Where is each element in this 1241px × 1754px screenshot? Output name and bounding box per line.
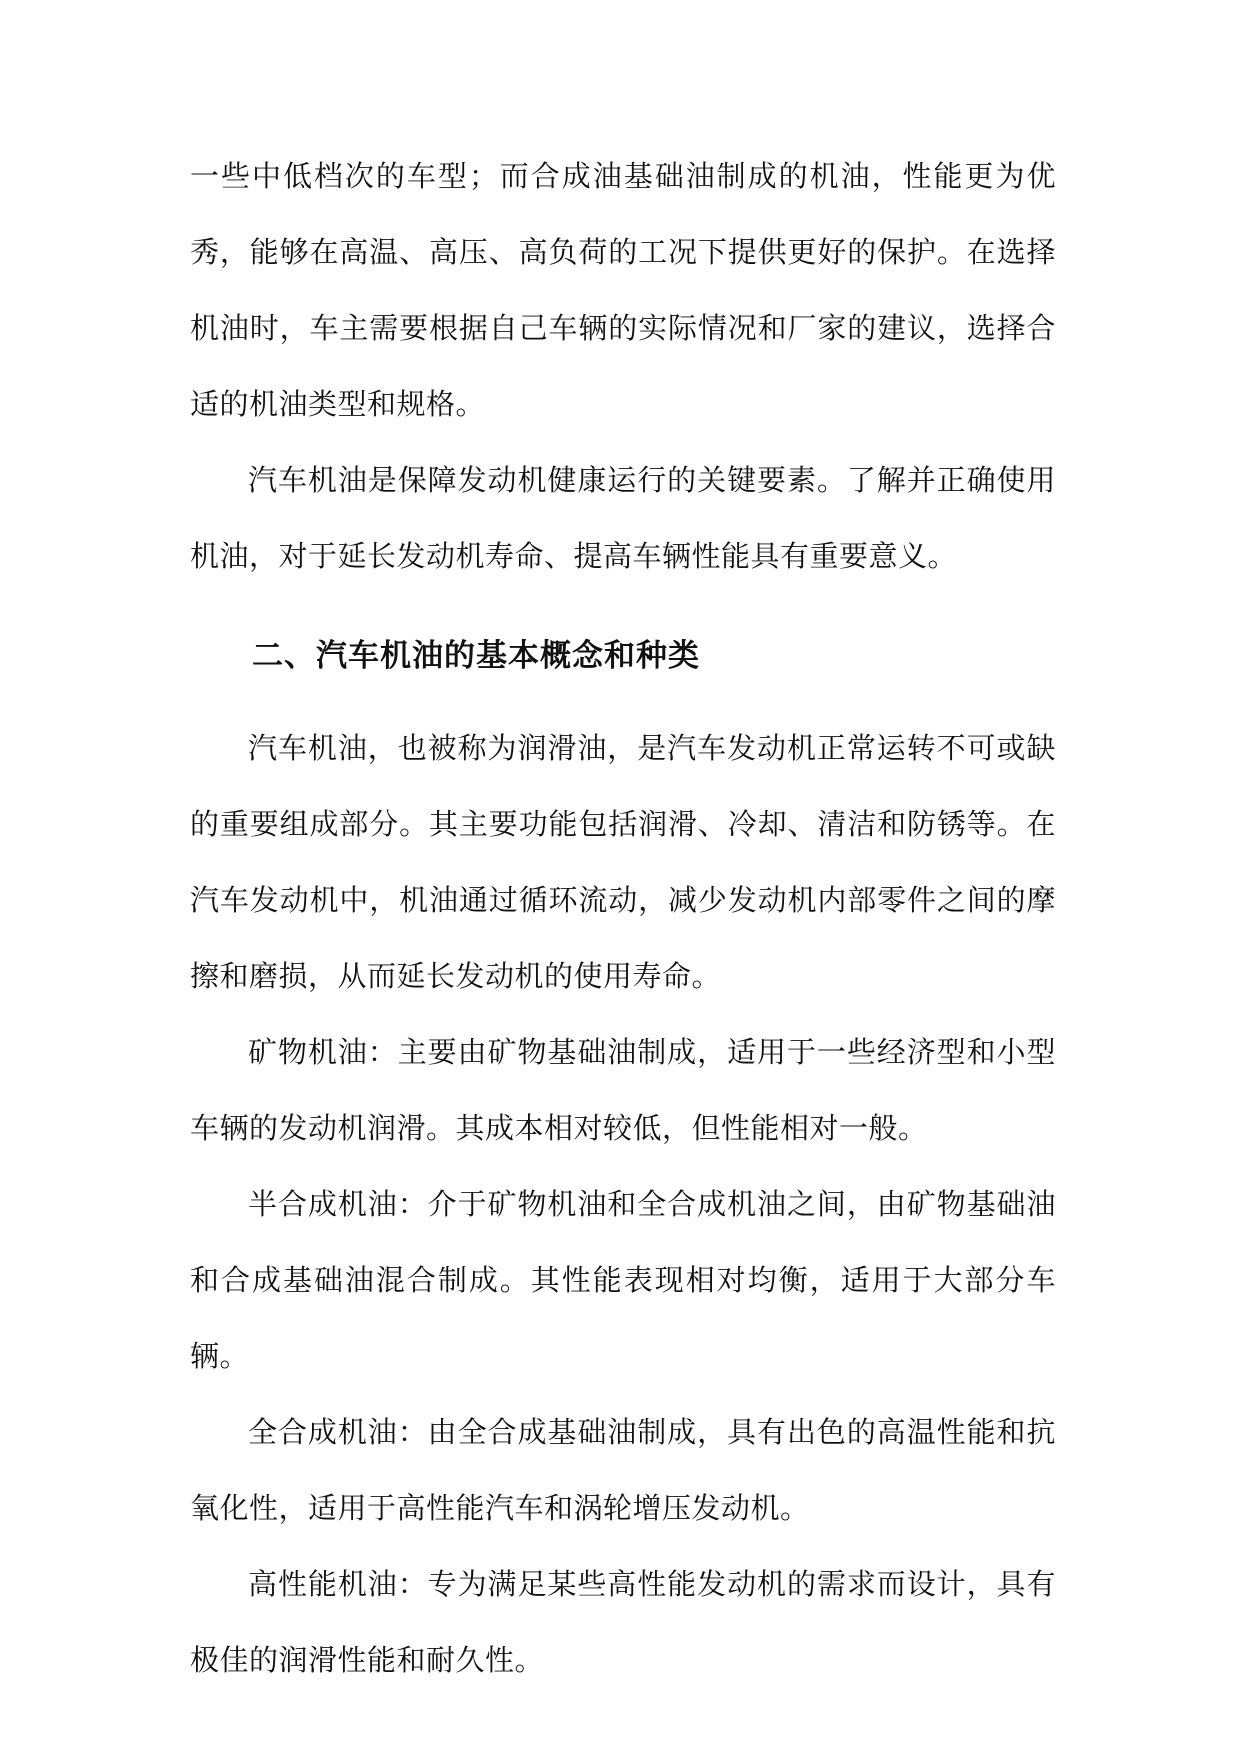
paragraph-continued: 一些中低档次的车型；而合成油基础油制成的机油，性能更为优秀，能够在高温、高压、高负荷的工况下提供更好的保护。在选择机油时，车主需要根据自己车辆的实际情况和厂家的建议，选择合适的机油类型和规格。 <box>190 159 1056 421</box>
paragraph-semi-synthetic-oil: 半合成机油：介于矿物机油和全合成机油之间，由矿物基础油和合成基础油混合制成。其性能表现相对均衡，适用于大部分车辆。 <box>190 1187 1056 1373</box>
paragraph-definition: 汽车机油，也被称为润滑油，是汽车发动机正常运转不可或缺的重要组成部分。其主要功能包括润滑、冷却、清洁和防锈等。在汽车发动机中，机油通过循环流动，减少发动机内部零件之间的摩擦和磨损，从而延长发动机的使用寿命。 <box>190 731 1056 993</box>
paragraph-high-performance-oil: 高性能机油：专为满足某些高性能发动机的需求而设计，具有极佳的润滑性能和耐久性。 <box>190 1567 1056 1677</box>
paragraph-summary: 汽车机油是保障发动机健康运行的关键要素。了解并正确使用机油，对于延长发动机寿命、提高车辆性能具有重要意义。 <box>190 463 1056 573</box>
section-heading: 二、汽车机油的基本概念和种类 <box>252 638 700 674</box>
paragraph-mineral-oil: 矿物机油：主要由矿物基础油制成，适用于一些经济型和小型车辆的发动机润滑。其成本相对较低，但性能相对一般。 <box>190 1035 1056 1145</box>
paragraph-full-synthetic-oil: 全合成机油：由全合成基础油制成，具有出色的高温性能和抗氧化性，适用于高性能汽车和涡轮增压发动机。 <box>190 1415 1056 1525</box>
document-body <box>190 138 1056 1698</box>
